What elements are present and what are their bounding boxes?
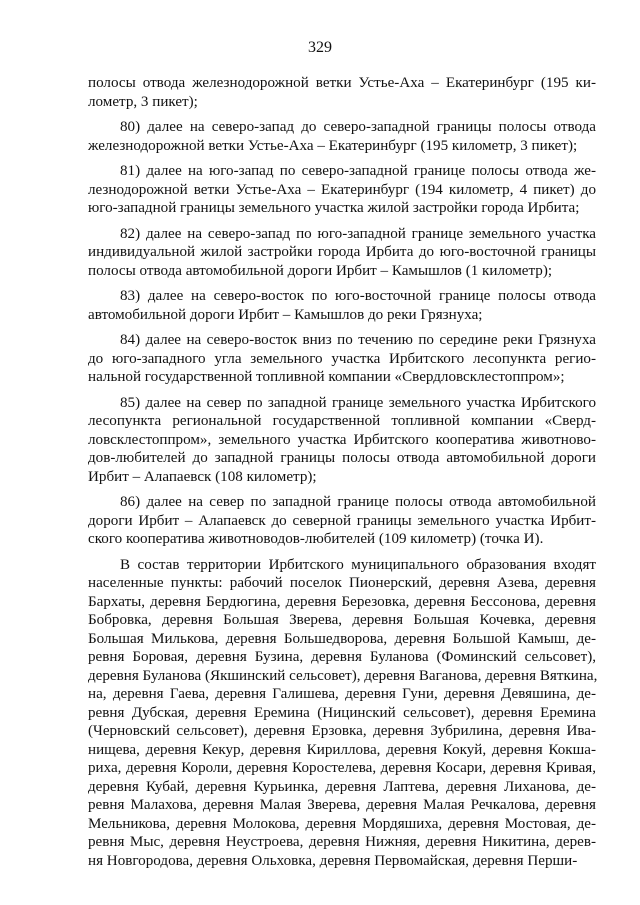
text-line: 86) далее на север по западной границе полосы отвода автомобильной <box>120 494 596 510</box>
text-line: 85) далее на север по западной границе земельного участка Ирбитского <box>120 394 596 411</box>
text-line: нальной государственной топливной компании «Свердловсклестоппром»; <box>88 369 565 385</box>
text-line: ревня Дубская, деревня Еремина (Ницинский сельсовет), деревня Еремина <box>88 704 596 721</box>
text-line: полосы отвода автомобильной дороги Ирбит – Камышлов (1 километр); <box>88 262 553 279</box>
paragraph <box>88 331 596 387</box>
text-line: на, деревня Гаева, деревня Галишева, деревня Гуни, деревня Девяшина, де- <box>88 686 596 702</box>
text-line: ревня Боровая, деревня Бузина, деревня Буланова (Фоминский сельсовет), <box>88 649 596 665</box>
paragraph-gap <box>88 387 596 394</box>
paragraph <box>88 394 596 487</box>
text-line: В состав территории Ирбитского муниципального образования входят <box>120 556 596 573</box>
document-body <box>88 74 596 870</box>
text-line: ловсклестоппром», земельного участка Ирбитского кооператива животново- <box>88 431 596 448</box>
paragraph <box>88 287 596 324</box>
text-line: Мельникова, деревня Молокова, деревня Мордяшиха, деревня Мостовая, де- <box>88 815 596 832</box>
paragraph <box>88 118 596 155</box>
paragraph-gap <box>88 155 596 162</box>
paragraph-gap <box>88 324 596 331</box>
text-line: железнодорожной ветки Устье-Аха – Екатеринбург (195 километр, 3 пикет); <box>88 137 578 154</box>
paragraph-gap <box>88 111 596 118</box>
text-line: 81) далее на юго-запад по северо-западной границе полосы отвода же- <box>120 163 596 179</box>
paragraph-gap <box>88 218 596 225</box>
text-line: индивидуальной жилой застройки города Ирбита до юго-восточной границы <box>88 244 596 260</box>
text-line: нищева, деревня Кекур, деревня Кириллова, деревня Кокуй, деревня Кокша- <box>88 741 596 758</box>
text-line: риха, деревня Короли, деревня Коростелева, деревня Косари, деревня Кривая, <box>88 760 596 776</box>
text-line: 83) далее на северо-восток по юго-восточной границе полосы отвода <box>120 288 596 304</box>
page-number: 329 <box>308 39 332 56</box>
paragraph <box>88 162 596 218</box>
paragraph-gap <box>88 280 596 287</box>
text-line: 84) далее на северо-восток вниз по течению по середине реки Грязнуха <box>120 332 596 348</box>
text-line: лезнодорожной ветки Устье-Аха – Екатеринбург (194 километр, 4 пикет) до <box>88 181 596 198</box>
text-line: дов-любителей до западной границы полосы отвода автомобильной дороги <box>88 450 596 466</box>
text-line: ревня Мыс, деревня Неустроева, деревня Нижняя, деревня Никитина, дерев- <box>88 834 596 850</box>
text-line: населенные пункты: рабочий поселок Пионерский, деревня Азева, деревня <box>88 575 596 591</box>
paragraph <box>88 225 596 281</box>
text-line: автомобильной дороги Ирбит – Камышлов до реки Грязнуха; <box>88 306 483 323</box>
text-line: Бархаты, деревня Бердюгина, деревня Березовка, деревня Бессонова, деревня <box>88 593 596 610</box>
paragraph <box>88 556 596 871</box>
paragraph <box>88 74 596 111</box>
text-line: ня Новгородова, деревня Ольховка, деревня Первомайская, деревня Перши- <box>88 852 578 869</box>
text-line: юго-западной границы земельного участка жилой застройки города Ирбита; <box>88 200 580 216</box>
text-line: Бобровка, деревня Большая Зверева, деревня Большая Кочевка, деревня <box>88 612 596 628</box>
paragraph-gap <box>88 486 596 493</box>
paragraph-gap <box>88 549 596 556</box>
text-line: лесопункта региональной государственной топливной компании «Сверд- <box>88 413 596 429</box>
text-line: деревня Буланова (Якшинский сельсовет), деревня Ваганова, деревня Вяткина, <box>88 667 598 684</box>
text-line: 80) далее на северо-запад до северо-западной границы полосы отвода <box>120 119 596 135</box>
text-line: деревня Кубай, деревня Курьинка, деревня Лаптева, деревня Лиханова, де- <box>88 778 596 795</box>
paragraph <box>88 493 596 549</box>
text-line: (Черновский сельсовет), деревня Ерзовка, деревня Зубрилина, деревня Ива- <box>88 723 596 739</box>
text-line: 82) далее на северо-запад по юго-западной границе земельного участка <box>120 225 596 242</box>
text-line: до юго-западного угла земельного участка Ирбитского лесопункта регио- <box>88 350 596 367</box>
text-line: Большая Милькова, деревня Большедворова, деревня Большой Камыш, де- <box>88 630 596 647</box>
text-line: ского кооператива животноводов-любителей (109 километр) (точка И). <box>88 531 544 547</box>
text-line: Ирбит – Алапаевск (108 километр); <box>88 468 317 485</box>
text-line: дороги Ирбит – Алапаевск до северной границы земельного участка Ирбит- <box>88 512 596 529</box>
text-line: лометр, 3 пикет); <box>88 93 198 110</box>
text-line: ревня Малахова, деревня Малая Зверева, деревня Малая Речкалова, деревня <box>88 797 596 813</box>
text-line: полосы отвода железнодорожной ветки Устье-Аха – Екатеринбург (195 ки- <box>88 75 596 91</box>
